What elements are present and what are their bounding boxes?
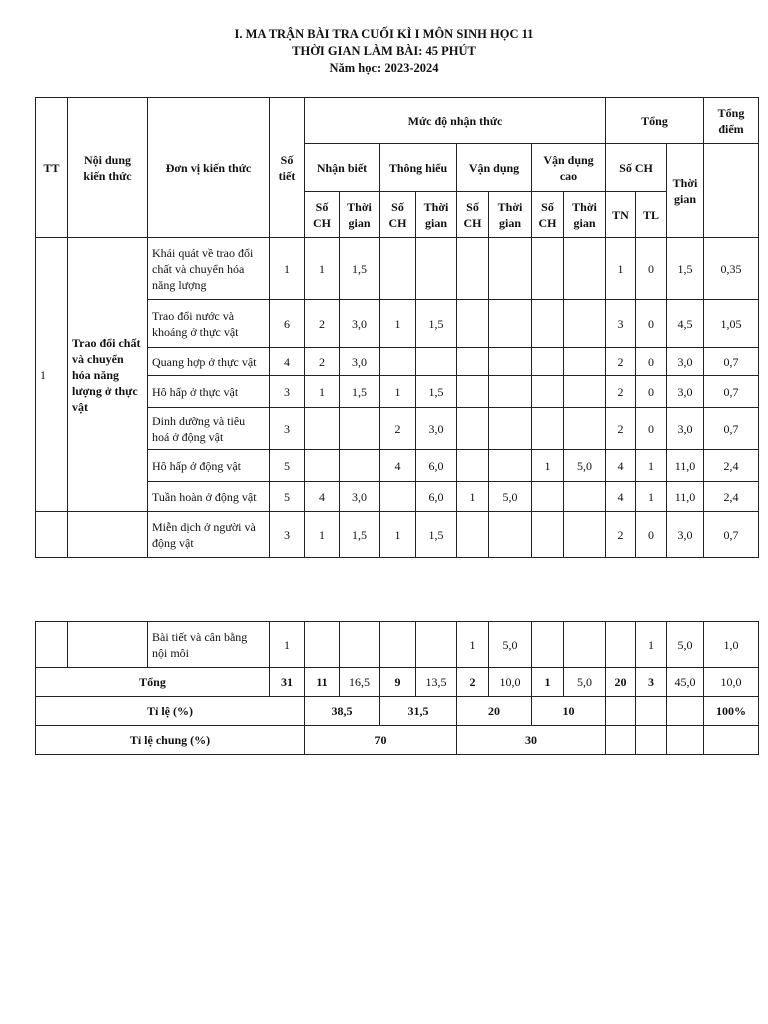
matrix-table-continued bbox=[35, 621, 759, 755]
cell-so-tiet: 5 bbox=[270, 482, 305, 512]
cell-thoi-gian: 3,0 bbox=[667, 512, 704, 558]
empty-cell bbox=[667, 726, 704, 755]
ratio-thong-hieu: 31,5 bbox=[380, 697, 457, 726]
cell-thoi-gian: 3,0 bbox=[667, 408, 704, 450]
cell-vdc-ch: 1 bbox=[532, 450, 564, 482]
total-vdc-ch: 1 bbox=[532, 668, 564, 697]
total-row bbox=[36, 668, 759, 697]
cell-vd-tg bbox=[489, 450, 532, 482]
cell-nb-tg: 1,5 bbox=[340, 238, 380, 300]
cell-vdc-tg bbox=[564, 348, 606, 376]
cell-tn: 4 bbox=[606, 450, 636, 482]
cell-th-ch bbox=[380, 238, 416, 300]
header-nhan-biet: Nhận biết bbox=[305, 144, 380, 192]
cell-so-tiet: 1 bbox=[270, 238, 305, 300]
total-nb-tg: 16,5 bbox=[340, 668, 380, 697]
total-label: Tổng bbox=[36, 668, 270, 697]
cell-vdc-tg: 5,0 bbox=[564, 450, 606, 482]
cell-th-tg: 6,0 bbox=[416, 482, 457, 512]
cell-so-tiet: 3 bbox=[270, 376, 305, 408]
cell-vd-tg bbox=[489, 512, 532, 558]
document-title bbox=[0, 26, 768, 77]
cell-vd-tg bbox=[489, 300, 532, 348]
unit-name: Quang hợp ở thực vật bbox=[148, 348, 270, 376]
cell-diem: 1,05 bbox=[704, 300, 759, 348]
empty-cell bbox=[606, 726, 636, 755]
cell-so-tiet: 5 bbox=[270, 450, 305, 482]
title-line-1: I. MA TRẬN BÀI TRA CUỐI KÌ I MÔN SINH HỌC 11 bbox=[234, 27, 534, 41]
header-noi-dung: Nội dung kiến thức bbox=[68, 98, 148, 238]
cell-nb-tg bbox=[340, 408, 380, 450]
cell-so-tiet: 3 bbox=[270, 408, 305, 450]
cell-th-tg: 1,5 bbox=[416, 512, 457, 558]
cell-thoi-gian: 11,0 bbox=[667, 482, 704, 512]
cell-th-ch bbox=[380, 482, 416, 512]
empty-cell bbox=[667, 697, 704, 726]
cell-th-ch bbox=[380, 622, 416, 668]
cell-diem: 0,35 bbox=[704, 238, 759, 300]
ratio-van-dung-cao: 10 bbox=[532, 697, 606, 726]
cell-tn: 1 bbox=[606, 238, 636, 300]
title-line-3: Năm học: 2023-2024 bbox=[329, 61, 439, 75]
unit-name: Bài tiết và cân bằng nội môi bbox=[148, 622, 270, 668]
sub-tl: TL bbox=[636, 192, 667, 238]
empty-tt-cell bbox=[36, 512, 68, 558]
total-th-tg: 13,5 bbox=[416, 668, 457, 697]
total-vd-tg: 10,0 bbox=[489, 668, 532, 697]
cell-vd-ch: 1 bbox=[457, 622, 489, 668]
table-row bbox=[36, 512, 759, 558]
cell-tn: 3 bbox=[606, 300, 636, 348]
cell-vd-tg bbox=[489, 376, 532, 408]
cell-vd-tg: 5,0 bbox=[489, 482, 532, 512]
cell-vdc-ch bbox=[532, 376, 564, 408]
header-van-dung-cao: Vận dụng cao bbox=[532, 144, 606, 192]
cell-tl: 0 bbox=[636, 238, 667, 300]
unit-name: Tuần hoàn ở động vật bbox=[148, 482, 270, 512]
ratio-nhan-biet: 38,5 bbox=[305, 697, 380, 726]
cell-nb-ch: 4 bbox=[305, 482, 340, 512]
cell-vd-tg: 5,0 bbox=[489, 622, 532, 668]
cell-diem: 0,7 bbox=[704, 348, 759, 376]
cell-vd-tg bbox=[489, 408, 532, 450]
cell-thoi-gian: 5,0 bbox=[667, 622, 704, 668]
title-line-2: THỜI GIAN LÀM BÀI: 45 PHÚT bbox=[292, 44, 476, 58]
cell-tl: 0 bbox=[636, 300, 667, 348]
unit-name: Hô hấp ở thực vật bbox=[148, 376, 270, 408]
section-number: 1 bbox=[36, 238, 68, 512]
cell-tl: 0 bbox=[636, 512, 667, 558]
cell-nb-ch bbox=[305, 408, 340, 450]
ratio-common-label: Tỉ lệ chung (%) bbox=[36, 726, 305, 755]
cell-vdc-ch bbox=[532, 408, 564, 450]
cell-nb-ch: 2 bbox=[305, 300, 340, 348]
ratio-common-b: 30 bbox=[457, 726, 606, 755]
cell-th-ch: 1 bbox=[380, 512, 416, 558]
cell-vdc-tg bbox=[564, 622, 606, 668]
cell-diem: 0,7 bbox=[704, 512, 759, 558]
cell-vdc-ch bbox=[532, 482, 564, 512]
matrix-table bbox=[35, 97, 759, 558]
sub-thoi-gian: Thời gian bbox=[416, 192, 457, 238]
ratio-common-row bbox=[36, 726, 759, 755]
cell-vd-ch bbox=[457, 408, 489, 450]
sub-thoi-gian: Thời gian bbox=[564, 192, 606, 238]
sub-so-ch: Số CH bbox=[305, 192, 340, 238]
header-muc-do: Mức độ nhận thức bbox=[305, 98, 606, 144]
cell-th-ch bbox=[380, 348, 416, 376]
sub-so-ch: Số CH bbox=[532, 192, 564, 238]
cell-vd-ch bbox=[457, 238, 489, 300]
unit-name: Miễn dịch ở người và động vật bbox=[148, 512, 270, 558]
cell-nb-tg: 3,0 bbox=[340, 482, 380, 512]
total-vdc-tg: 5,0 bbox=[564, 668, 606, 697]
cell-nb-tg: 3,0 bbox=[340, 348, 380, 376]
unit-name: Hô hấp ở động vật bbox=[148, 450, 270, 482]
cell-thoi-gian: 1,5 bbox=[667, 238, 704, 300]
cell-tl: 0 bbox=[636, 408, 667, 450]
sub-so-ch: Số CH bbox=[457, 192, 489, 238]
cell-nb-ch: 1 bbox=[305, 238, 340, 300]
table-row bbox=[36, 238, 759, 300]
cell-vdc-ch bbox=[532, 300, 564, 348]
cell-vd-tg bbox=[489, 348, 532, 376]
cell-thoi-gian: 3,0 bbox=[667, 376, 704, 408]
cell-vdc-ch bbox=[532, 348, 564, 376]
header-van-dung: Vận dụng bbox=[457, 144, 532, 192]
cell-nb-tg bbox=[340, 450, 380, 482]
cell-vdc-tg bbox=[564, 512, 606, 558]
cell-tn: 4 bbox=[606, 482, 636, 512]
header-so-tiet: Số tiết bbox=[270, 98, 305, 238]
cell-nb-tg: 3,0 bbox=[340, 300, 380, 348]
unit-name: Khái quát về trao đổi chất và chuyển hóa năng lượng bbox=[148, 238, 270, 300]
header-don-vi: Đơn vị kiến thức bbox=[148, 98, 270, 238]
sub-tn: TN bbox=[606, 192, 636, 238]
cell-vd-ch bbox=[457, 450, 489, 482]
cell-vd-ch bbox=[457, 300, 489, 348]
cell-vd-ch bbox=[457, 376, 489, 408]
ratio-van-dung: 20 bbox=[457, 697, 532, 726]
total-nb-ch: 11 bbox=[305, 668, 340, 697]
cell-so-tiet: 6 bbox=[270, 300, 305, 348]
cell-th-tg: 1,5 bbox=[416, 300, 457, 348]
total-tn: 20 bbox=[606, 668, 636, 697]
cell-th-ch: 4 bbox=[380, 450, 416, 482]
total-so-tiet: 31 bbox=[270, 668, 305, 697]
cell-vdc-tg bbox=[564, 238, 606, 300]
cell-th-tg: 6,0 bbox=[416, 450, 457, 482]
header-thoi-gian: Thời gian bbox=[667, 144, 704, 238]
cell-th-tg: 1,5 bbox=[416, 376, 457, 408]
empty-topic-cell bbox=[68, 512, 148, 558]
total-vd-ch: 2 bbox=[457, 668, 489, 697]
cell-diem: 0,7 bbox=[704, 376, 759, 408]
ratio-tong-diem: 100% bbox=[704, 697, 759, 726]
cell-tl: 1 bbox=[636, 622, 667, 668]
section-topic: Trao đổi chất và chuyển hóa năng lượng ở thực vật bbox=[68, 238, 148, 512]
cell-nb-ch: 1 bbox=[305, 512, 340, 558]
empty-cell bbox=[636, 697, 667, 726]
cell-thoi-gian: 3,0 bbox=[667, 348, 704, 376]
cell-vdc-tg bbox=[564, 376, 606, 408]
cell-tn: 2 bbox=[606, 408, 636, 450]
cell-diem: 2,4 bbox=[704, 482, 759, 512]
total-thoi-gian: 45,0 bbox=[667, 668, 704, 697]
cell-vdc-ch bbox=[532, 238, 564, 300]
unit-name: Trao đổi nước và khoáng ở thực vật bbox=[148, 300, 270, 348]
empty-tt-cell bbox=[36, 622, 68, 668]
cell-tl: 1 bbox=[636, 450, 667, 482]
sub-thoi-gian: Thời gian bbox=[489, 192, 532, 238]
cell-nb-ch: 1 bbox=[305, 376, 340, 408]
cell-nb-tg bbox=[340, 622, 380, 668]
cell-vd-tg bbox=[489, 238, 532, 300]
cell-nb-ch: 2 bbox=[305, 348, 340, 376]
cell-th-ch: 1 bbox=[380, 300, 416, 348]
cell-tl: 1 bbox=[636, 482, 667, 512]
empty-topic-cell bbox=[68, 622, 148, 668]
cell-vd-ch bbox=[457, 348, 489, 376]
cell-th-ch: 2 bbox=[380, 408, 416, 450]
cell-th-ch: 1 bbox=[380, 376, 416, 408]
unit-name: Dinh dưỡng và tiêu hoá ở động vật bbox=[148, 408, 270, 450]
cell-th-tg bbox=[416, 348, 457, 376]
sub-thoi-gian: Thời gian bbox=[340, 192, 380, 238]
total-th-ch: 9 bbox=[380, 668, 416, 697]
cell-nb-ch bbox=[305, 622, 340, 668]
cell-thoi-gian: 4,5 bbox=[667, 300, 704, 348]
header-empty bbox=[704, 144, 759, 238]
cell-nb-ch bbox=[305, 450, 340, 482]
cell-nb-tg: 1,5 bbox=[340, 376, 380, 408]
cell-so-tiet: 3 bbox=[270, 512, 305, 558]
cell-vdc-tg bbox=[564, 482, 606, 512]
header-tong-diem: Tổng điểm bbox=[704, 98, 759, 144]
header-tt: TT bbox=[36, 98, 68, 238]
cell-th-tg bbox=[416, 238, 457, 300]
table-row bbox=[36, 622, 759, 668]
cell-vdc-tg bbox=[564, 408, 606, 450]
empty-cell bbox=[636, 726, 667, 755]
total-diem: 10,0 bbox=[704, 668, 759, 697]
cell-vd-ch bbox=[457, 512, 489, 558]
cell-th-tg bbox=[416, 622, 457, 668]
cell-vdc-ch bbox=[532, 512, 564, 558]
cell-tl: 0 bbox=[636, 376, 667, 408]
cell-nb-tg: 1,5 bbox=[340, 512, 380, 558]
sub-so-ch: Số CH bbox=[380, 192, 416, 238]
ratio-label: Tỉ lệ (%) bbox=[36, 697, 305, 726]
cell-tn: 2 bbox=[606, 512, 636, 558]
cell-tl: 0 bbox=[636, 348, 667, 376]
cell-tn: 2 bbox=[606, 348, 636, 376]
cell-diem: 1,0 bbox=[704, 622, 759, 668]
cell-vdc-tg bbox=[564, 300, 606, 348]
ratio-common-a: 70 bbox=[305, 726, 457, 755]
cell-vdc-ch bbox=[532, 622, 564, 668]
cell-so-tiet: 4 bbox=[270, 348, 305, 376]
total-tl: 3 bbox=[636, 668, 667, 697]
header-so-ch: Số CH bbox=[606, 144, 667, 192]
cell-vd-ch: 1 bbox=[457, 482, 489, 512]
header-thong-hieu: Thông hiểu bbox=[380, 144, 457, 192]
cell-thoi-gian: 11,0 bbox=[667, 450, 704, 482]
cell-tn bbox=[606, 622, 636, 668]
cell-so-tiet: 1 bbox=[270, 622, 305, 668]
empty-cell bbox=[606, 697, 636, 726]
empty-cell bbox=[704, 726, 759, 755]
cell-tn: 2 bbox=[606, 376, 636, 408]
ratio-row bbox=[36, 697, 759, 726]
cell-diem: 2,4 bbox=[704, 450, 759, 482]
cell-diem: 0,7 bbox=[704, 408, 759, 450]
header-tong: Tổng bbox=[606, 98, 704, 144]
cell-th-tg: 3,0 bbox=[416, 408, 457, 450]
